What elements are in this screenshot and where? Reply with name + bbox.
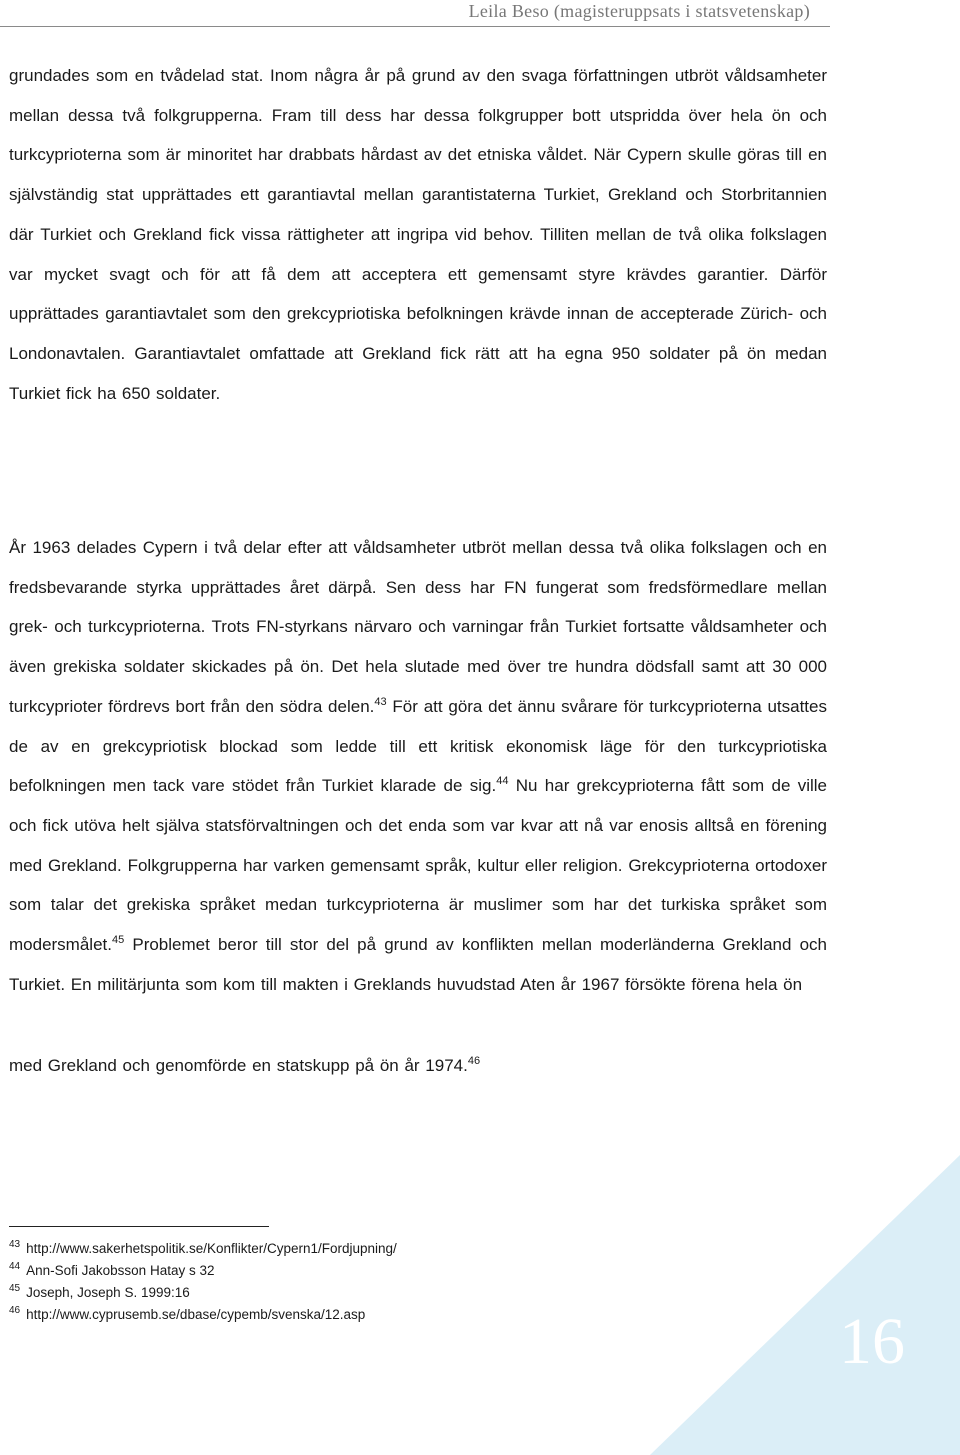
footnote-text[interactable]: http://www.sakerhetspolitik.se/Konflikter/Cypern1/Fordjupning/ <box>26 1241 397 1256</box>
footnote-44 <box>9 1260 709 1282</box>
footnote-number: 46 <box>9 1305 21 1316</box>
page-corner-decoration <box>650 1155 960 1455</box>
footnote-45 <box>9 1282 709 1304</box>
footnote-text: Ann-Sofi Jakobsson Hatay s 32 <box>26 1263 215 1278</box>
footnote-text[interactable]: http://www.cyprusemb.se/dbase/cypemb/svenska/12.asp <box>26 1307 366 1322</box>
footnotes <box>9 1238 709 1326</box>
footnote-46 <box>9 1304 709 1326</box>
paragraph-2-segment-3: Nu har grekcyprioterna fått som de ville och fick utöva helt själva statsförvaltningen och det enda som var kvar att nå var enosis alltså en förening med Grekland. Folkgrupperna har varken gemensamt språk, kultur eller religion. Grekcyprioterna ortodoxer som talar det grekiska språket medan turkcyprioterna är muslimer som har det turkiska språket som modersmålet. <box>9 776 827 955</box>
footnote-ref-44[interactable]: 44 <box>496 775 509 788</box>
running-title: Leila Beso (magisteruppsats i statsvetenskap) <box>468 1 810 21</box>
footnote-number: 43 <box>9 1239 21 1250</box>
paragraph-2-segment-1: År 1963 delades Cypern i två delar efter att våldsamheter utbröt mellan dessa två olika folkslagen och en fredsbevarande styrka upprättades året därpå. Sen dess har FN fungerat som fredsförmedlare mellan grek- och turkcyprioterna. Trots FN-styrkans närvaro och varningar från Turkiet fortsatte våldsamheter och även grekiska soldater skickades på ön. Det hela slutade med över tre hundra dödsfall samt att 30 000 turkcyprioter fördrevs bort från den södra delen. <box>9 538 827 716</box>
paragraph-1 <box>9 56 827 413</box>
corner-triangle <box>650 1155 960 1455</box>
paragraph-3-text <box>9 1046 827 1086</box>
paragraph-1-text: grundades som en tvådelad stat. Inom några år på grund av den svaga författningen utbröt våldsamheter mellan dessa två folkgrupperna. Fram till dess har dessa folkgrupper bott utspridda över hela ön och turkcyprioterna som är minoritet har drabbats hårdast av det etniska våldet. När Cypern skulle göras till en självständig stat upprättades ett garantiavtal mellan garantistaterna Turkiet, Grekland och Storbritannien där Turkiet och Grekland fick vissa rättigheter att ingripa vid behov. Tilliten mellan de två olika folkslagen var mycket svagt och för att få dem att acceptera ett gemensamt styre krävdes garantier. Därför upprättades garantiavtalet som den grekcypriotiska befolkningen krävde innan de accepterade Zürich- och Londonavtalen. Garantiavtalet omfattade att Grekland fick rätt att ha egna 950 soldater på ön medan Turkiet fick ha 650 soldater. <box>9 66 827 403</box>
page-number: 16 <box>839 1305 905 1378</box>
paragraph-2 <box>9 528 827 1004</box>
footnote-ref-46[interactable]: 46 <box>467 1055 481 1067</box>
paragraph-2-text <box>9 528 827 1004</box>
footnote-number: 44 <box>9 1261 21 1272</box>
paragraph-2-segment-4: Problemet beror till stor del på grund av konflikten mellan moderländerna Grekland och Turkiet. En militärjunta som kom till makten i Greklands huvudstad Aten år 1967 försökte förena hela ön <box>9 935 827 994</box>
footnote-ref-45[interactable]: 45 <box>111 934 125 947</box>
running-header <box>0 0 830 27</box>
footnote-separator <box>9 1226 269 1227</box>
paragraph-3-segment-1: med Grekland och genomförde en statskupp på ön år 1974. <box>9 1056 468 1075</box>
paragraph-2-segment-2: För att göra det ännu svårare för turkcyprioterna utsattes de av en grekcypriotisk blockad som ledde till ett kritisk ekonomisk läge för den turkcypriotiska befolkningen men tack vare stödet från Turkiet klarade de sig. <box>9 696 827 796</box>
paragraph-3 <box>9 1046 827 1086</box>
footnote-43 <box>9 1238 709 1260</box>
footnote-text: Joseph, Joseph S. 1999:16 <box>26 1285 190 1300</box>
footnote-number: 45 <box>9 1283 21 1294</box>
footnote-ref-43[interactable]: 43 <box>374 695 387 708</box>
